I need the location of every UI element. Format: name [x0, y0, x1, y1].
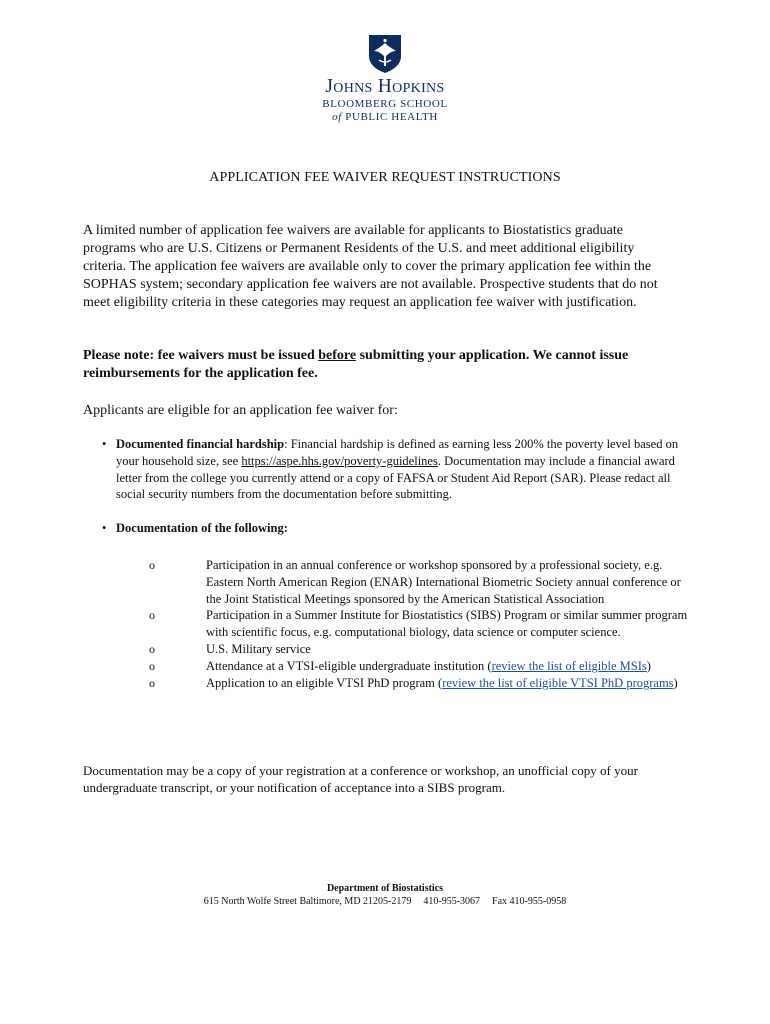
brand-name: Johns Hopkins	[325, 76, 445, 97]
sub-item-text: Application to an eligible VTSI PhD program (	[206, 675, 443, 690]
sub-item-suffix: )	[646, 658, 651, 673]
list-item	[149, 641, 696, 658]
note-after: submitting your application. We cannot issue reimbursements for the application fee.	[83, 348, 629, 381]
list-item	[149, 607, 696, 641]
footer-address: 615 North Wolfe Street Baltimore, MD 21205-2179	[203, 896, 412, 907]
note-before: Please note: fee waivers must be issued	[83, 348, 319, 363]
footer-phone: 410-955-3067	[423, 896, 481, 907]
sub-item-text: Attendance at a VTSI-eligible undergraduate institution (	[206, 658, 492, 673]
school-line-2-text: PUBLIC HEALTH	[345, 111, 438, 123]
school-line-1: BLOOMBERG SCHOOL	[322, 98, 448, 110]
footer	[0, 882, 770, 908]
sub-item-text: U.S. Military service	[206, 641, 311, 656]
note-underlined: before	[318, 348, 357, 363]
list-item	[149, 557, 696, 607]
list-item	[149, 675, 696, 692]
school-line-2-prefix: of	[332, 111, 342, 123]
hardship-text-1: : Financial hardship is defined as earning less 200% the poverty level based on your household size, see	[116, 437, 679, 468]
intro-paragraph: A limited number of application fee waivers are available for applicants to Biostatistics graduate programs who are U.S. Citizens or Permanent Residents of the U.S. and meet additional eligibility criteria. The application fee waivers are available only to cover the primary application fee within the SOPHAS system; secondary application fee waivers are not available. Prospective students that do not meet eligibility criteria in these categories may request an application fee waiver with justification.	[83, 223, 658, 310]
documentation-sublist	[116, 557, 688, 691]
eligibility-list	[83, 436, 688, 691]
documentation-label: Documentation of the following:	[116, 521, 288, 536]
footer-fax: Fax 410-955-0958	[492, 896, 567, 907]
poverty-guidelines-link[interactable]: https://aspe.hhs.gov/poverty-guidelines	[241, 453, 438, 468]
sub-item-suffix: )	[673, 675, 678, 690]
footer-contact	[0, 895, 770, 908]
page-title: APPLICATION FEE WAIVER REQUEST INSTRUCTIONS	[209, 170, 561, 185]
sub-item-text: Participation in an annual conference or workshop sponsored by a professional society, e.g. Eastern North American Region (ENAR) International Biometric Society annual conference or the Joint Statistical Meetings sponsored by the American Statistical Association	[206, 557, 681, 606]
list-item	[149, 658, 696, 675]
eligible-intro: Applicants are eligible for an application fee waiver for:	[83, 403, 398, 418]
jhu-logo	[290, 34, 480, 124]
note-paragraph	[83, 347, 679, 383]
eligible-msis-link[interactable]: review the list of eligible MSIs	[491, 658, 647, 673]
eligible-vtsi-phd-link[interactable]: review the list of eligible VTSI PhD programs	[442, 675, 674, 690]
school-line-2	[290, 111, 480, 124]
sub-item-text: Participation in a Summer Institute for Biostatistics (SIBS) Program or similar summer program with scientific focus, e.g. computational biology, data science or computer science.	[206, 608, 688, 640]
list-item-documentation	[83, 520, 688, 691]
closing-paragraph: Documentation may be a copy of your registration at a conference or workshop, an unofficial copy of your undergraduate transcript, or your notification of acceptance into a SIBS program.	[83, 763, 638, 795]
footer-department: Department of Biostatistics	[326, 883, 444, 894]
hardship-text-2: . Documentation may include a financial award letter from the college you currently attend or a copy of FAFSA or Student Aid Report (SAR). Please redact all social security numbers from the documentation before submitting.	[116, 453, 675, 502]
list-item-hardship	[83, 436, 683, 503]
hardship-label: Documented financial hardship	[116, 437, 285, 451]
shield-icon	[368, 34, 402, 74]
